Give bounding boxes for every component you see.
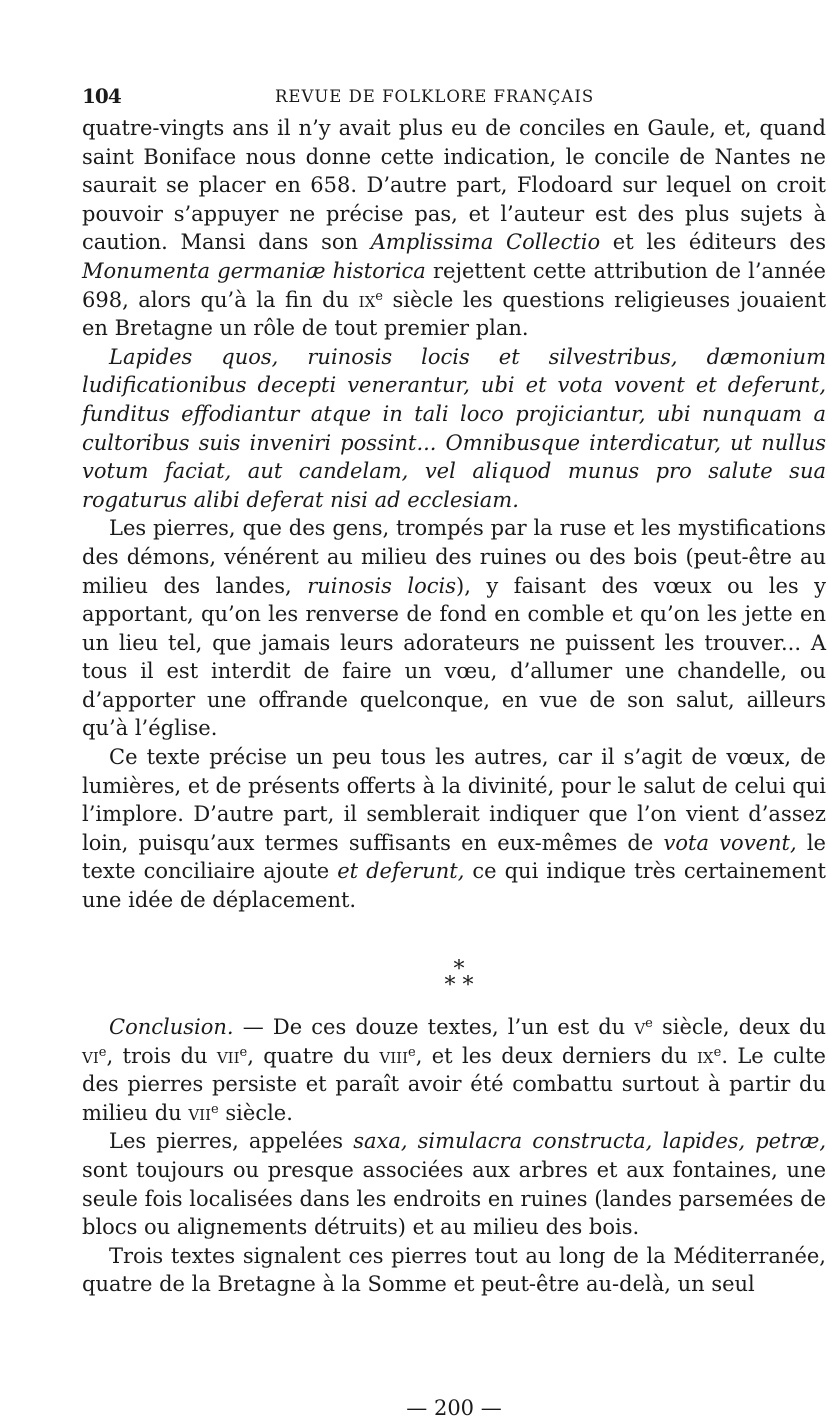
- page-folio: — 200 —: [406, 1396, 502, 1420]
- page-number-mark: 104: [82, 84, 121, 108]
- paragraph: Conclusion. — De ces douze textes, l’un est du $v^e$ siècle, deux du $vi^e$, trois du vii$^e$, quatre du viii$^e$, et les deux derniers du $ix^e$. Le culte des pierres persiste et paraît avoir été combattu surtout à partir du milieu du vii$^e$ siècle.: [82, 1015, 827, 1125]
- body-text: [82, 114, 826, 915]
- page-header: [82, 78, 826, 114]
- section-label: Conclusion.: [109, 1015, 234, 1039]
- paragraph: Les pierres, appelées saxa, simulacra constructa, lapides, petræ, sont toujours ou presque associées aux arbres et aux fontaines, une seule fois localisées dans les endroits en ruines (landes parsemées de blocs ou alignements détruits) et au milieu des bois.: [82, 1129, 827, 1240]
- page: [82, 78, 827, 1420]
- section-asterism: * * *: [444, 957, 474, 998]
- paragraph: Ce texte précise un peu tous les autres, car il s’agit de vœux, de lumières, et de présents offerts à la divinité, pour le salut de celui qui l’implore. D’autre part, il semblerait indiquer que l’on vient d’assez loin, puisqu’aux termes suffisants en eux-mêmes de vota vovent, le texte conciliaire ajoute et deferunt, ce qui indique très certainement une idée de déplacement.: [82, 745, 826, 913]
- latin-quotation: Lapides quos, ruinosis locis et silvestribus, dæmonium ludificationibus decepti venerantur, ubi et vota vovent et deferunt, funditus effodiantur atque in tali loco projiciantur, ubi nunquam a cultoribus suis inveniri possint... Omnibusque interdicatur, ut nullus votum faciat, aut candelam, vel aliquod munus pro salute sua rogaturus alibi deferat nisi ad ecclesiam.: [82, 344, 826, 512]
- paragraph: Les pierres, que des gens, trompés par la ruse et les mystifications des démons, vénérent au milieu des ruines ou des bois (peut-être au milieu des landes, ruinosis locis), y faisant des vœux ou les y apportant, qu’on les renverse de fond en comble et qu’on les jette en un lieu tel, que jamais leurs adorateurs ne puissent les trouver... A tous il est interdit de faire un vœu, d’allumer une chandelle, ou d’apporter une offrande quelconque, en vue de son salut, ailleurs qu’à l’église.: [82, 516, 827, 741]
- paragraph: Trois textes signalent ces pierres tout au long de la Méditerranée, quatre de la Bretagne à la Somme et peut-être au-delà, un seul: [82, 1243, 826, 1297]
- running-title: REVUE DE FOLKLORE FRANÇAIS: [275, 87, 595, 106]
- paragraph: quatre-vingts ans il n’y avait plus eu de conciles en Gaule, et, quand saint Boniface nous donne cette indication, le concile de Nantes ne saurait se placer en 658. D’autre part, Flodoard sur lequel on croit pouvoir s’appuyer ne précise pas, et l’auteur est des plus sujets à caution. Mansi dans son Amplissima Collectio et les éditeurs des Monumenta germaniæ historica rejettent cette attribution de l’année 698, alors qu’à la fin du $ix^e$ siècle les questions religieuses jouaient en Bretagne un rôle de tout premier plan.: [82, 116, 827, 341]
- conclusion-section: [82, 1013, 826, 1299]
